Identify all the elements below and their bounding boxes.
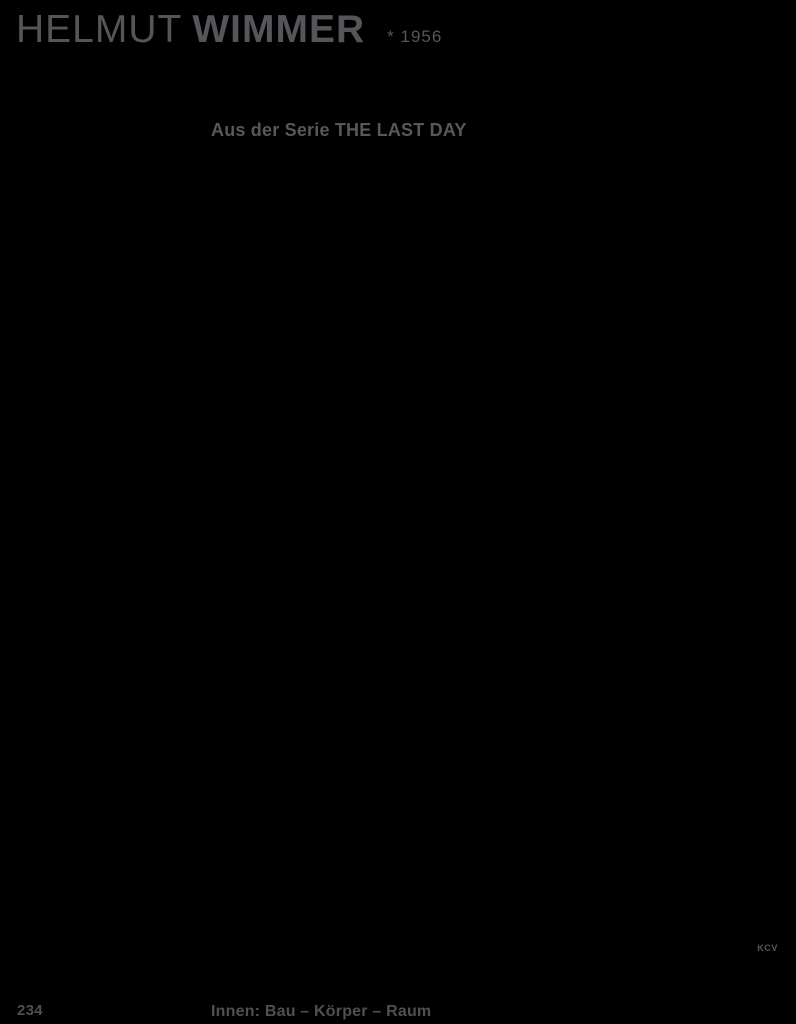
artist-birth-year: * 1956 — [387, 27, 443, 46]
photo-credit: KCV — [757, 943, 778, 953]
series-caption: Aus der Serie THE LAST DAY — [211, 120, 467, 140]
artist-first-name: HELMUT — [16, 8, 183, 51]
page-number: 234 — [17, 1002, 43, 1019]
section-title: Innen: Bau – Körper – Raum — [211, 1003, 432, 1020]
artist-header — [16, 10, 442, 49]
artist-last-name: WIMMER — [192, 8, 366, 51]
